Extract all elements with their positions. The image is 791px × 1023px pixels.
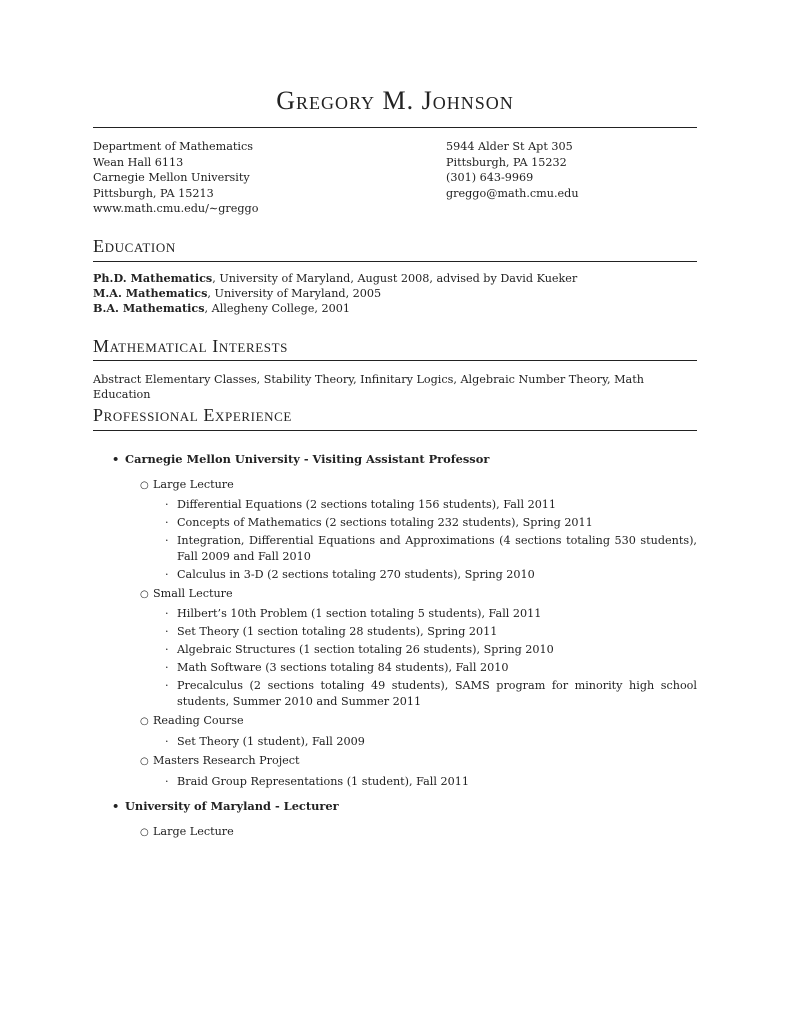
- section-rule: [93, 261, 697, 262]
- education-entry: [93, 271, 697, 286]
- course-item: · Integration, Differential Equations and Approximations (4 sections totaling 530 students), Fall 2009 and Fall 2010: [165, 534, 697, 563]
- degree: M.A. Mathematics: [93, 286, 208, 301]
- address-line: Pittsburgh, PA 15213: [93, 186, 214, 200]
- degree: Ph.D. Mathematics: [93, 271, 213, 285]
- course-category: [140, 714, 244, 727]
- header-rule: [93, 127, 697, 128]
- section-title-education: Education: [93, 236, 176, 256]
- circle-bullet-icon: ○: [140, 756, 149, 767]
- job-umd: [112, 799, 339, 813]
- address-line: Department of Mathematics: [93, 140, 253, 153]
- phone-number: (301) 643-9969: [446, 171, 534, 184]
- course-category: [140, 587, 233, 600]
- section-title-experience: Professional Experience: [93, 405, 292, 425]
- education-list: [93, 271, 697, 317]
- course-item: · Hilbert’s 10th Problem (1 section totaling 5 students), Fall 2011: [165, 607, 542, 620]
- work-address: [93, 139, 258, 217]
- course-item: · Algebraic Structures (1 section totaling 26 students), Spring 2010: [165, 643, 554, 656]
- section-title-interests: Mathematical Interests: [93, 336, 288, 356]
- course-item: · Calculus in 3-D (2 sections totaling 270 students), Spring 2010: [165, 568, 535, 581]
- cv-name: Gregory M. Johnson: [276, 86, 514, 115]
- circle-bullet-icon: ○: [140, 827, 149, 838]
- course-item: · Set Theory (1 section totaling 28 students), Spring 2011: [165, 625, 498, 638]
- home-address: [446, 139, 579, 201]
- bullet-icon: •: [112, 799, 120, 813]
- course-category: [140, 754, 300, 767]
- email-link[interactable]: greggo@math.cmu.edu: [446, 186, 579, 200]
- job-title: University of Maryland - Lecturer: [125, 799, 339, 813]
- dot-icon: ·: [165, 643, 169, 656]
- category-label: Large Lecture: [153, 825, 234, 838]
- course-category: [140, 478, 234, 491]
- course-item: · Math Software (3 sections totaling 84 students), Fall 2010: [165, 661, 509, 674]
- circle-bullet-icon: ○: [140, 716, 149, 727]
- section-rule: [93, 430, 697, 431]
- address-line: Pittsburgh, PA 15232: [446, 155, 567, 169]
- dot-icon: ·: [165, 498, 169, 511]
- interests-text: Abstract Elementary Classes, Stability Theory, Infinitary Logics, Algebraic Number Theory, Math Education: [93, 373, 644, 402]
- dot-icon: ·: [165, 534, 169, 547]
- education-entry: [93, 301, 697, 316]
- category-label: Large Lecture: [153, 478, 234, 491]
- course-item: · Precalculus (2 sections totaling 49 students), SAMS program for minority high school students, Summer 2010 and Summer 2011: [165, 679, 697, 708]
- section-rule: [93, 360, 697, 361]
- job-cmu: [112, 452, 489, 466]
- category-label: Small Lecture: [153, 587, 233, 600]
- degree-detail: , Allegheny College, 2001: [204, 302, 350, 316]
- dot-icon: ·: [165, 568, 169, 581]
- category-label: Masters Research Project: [153, 754, 300, 767]
- dot-icon: ·: [165, 607, 169, 620]
- job-title: Carnegie Mellon University - Visiting Assistant Professor: [125, 452, 490, 466]
- dot-icon: ·: [165, 661, 169, 674]
- course-category: [140, 825, 234, 838]
- dot-icon: ·: [165, 775, 169, 788]
- dot-icon: ·: [165, 679, 169, 692]
- degree-detail: , University of Maryland, 2005: [207, 287, 382, 301]
- dot-icon: ·: [165, 516, 169, 529]
- course-item: · Set Theory (1 student), Fall 2009: [165, 735, 365, 748]
- degree-detail: , University of Maryland, August 2008, advised by David Kueker: [212, 272, 578, 285]
- category-label: Reading Course: [153, 714, 244, 727]
- address-line: 5944 Alder St Apt 305: [446, 140, 573, 153]
- education-entry: [93, 286, 697, 301]
- course-item: · Braid Group Representations (1 student), Fall 2011: [165, 775, 469, 788]
- circle-bullet-icon: ○: [140, 589, 149, 600]
- course-item: · Differential Equations (2 sections totaling 156 students), Fall 2011: [165, 498, 557, 511]
- address-line: Wean Hall 6113: [93, 155, 184, 169]
- bullet-icon: •: [112, 452, 120, 466]
- circle-bullet-icon: ○: [140, 480, 149, 491]
- dot-icon: ·: [165, 735, 169, 748]
- address-line: Carnegie Mellon University: [93, 171, 250, 184]
- degree: B.A. Mathematics: [93, 301, 205, 316]
- course-item: · Concepts of Mathematics (2 sections totaling 232 students), Spring 2011: [165, 516, 593, 529]
- dot-icon: ·: [165, 625, 169, 638]
- homepage-link[interactable]: www.math.cmu.edu/∼greggo: [93, 202, 259, 215]
